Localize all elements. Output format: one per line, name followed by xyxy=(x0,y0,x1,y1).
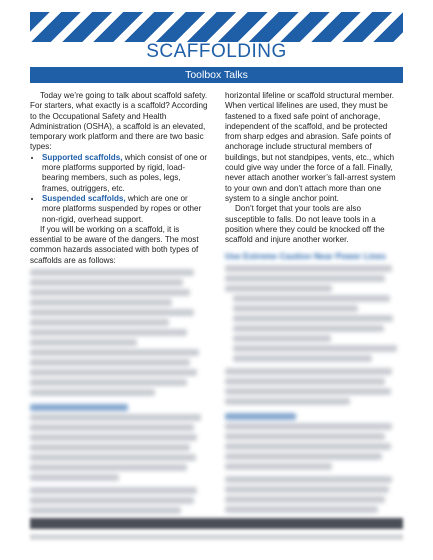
footnote-line xyxy=(30,534,403,540)
page-title: SCAFFOLDING xyxy=(146,41,287,62)
scaffold-types-list xyxy=(30,153,208,225)
list-item xyxy=(42,194,208,225)
right-column xyxy=(225,91,403,516)
list-item xyxy=(42,153,208,194)
hazards-intro-paragraph: If you will be working on a scaffold, it is essential to be aware of the dangers. The most common hazards associated with both types of scaffolds are as follows: xyxy=(30,224,199,265)
blurred-text-block xyxy=(225,265,403,513)
left-column xyxy=(30,91,208,517)
page-subtitle: Toolbox Talks xyxy=(185,69,248,81)
header-stripe-bar xyxy=(30,12,403,42)
list-item-term: Suspended scaffolds, xyxy=(42,193,126,203)
intro-paragraph: Today we’re going to talk about scaffold safety. For starters, what exactly is a scaffold? According to the Occupational Safety and Health Administration (OSHA), a scaffold is an elevated, temporary work platform and there are two basic types: xyxy=(30,91,208,152)
lifeline-paragraph: horizontal lifeline or scaffold structural member. When vertical lifelines are used, they must be fastened to a fixed safe point of anchorage, independent of the scaffold, and be protected from sharp edges and abrasion. Safe points of anchorage include structural members of buildings, but not standpipes, vents, etc., which could give way under the force of a fall. Finally, never attach another worker’s fall-arrest system to your own and don’t attach more than one system to a single anchor point. xyxy=(225,91,396,203)
blurred-text-block xyxy=(30,269,208,514)
footer-bar xyxy=(30,518,403,529)
list-item-text: which are one or more platforms suspended by ropes or other non-rigid, overhead support. xyxy=(42,193,202,224)
list-item-text: which consist of one or more platforms supported by rigid, load-bearing members, such as poles, legs, frames, outriggers, etc. xyxy=(42,152,208,193)
page-subtitle-band xyxy=(30,67,403,83)
tools-paragraph: Don’t forget that your tools are also susceptible to falls. Do not leave tools in a position where they could be knocked off the scaffold and injure another worker. xyxy=(225,204,385,245)
list-item-term: Supported scaffolds, xyxy=(42,152,123,162)
power-lines-heading: Use Extreme Caution Near Power Lines xyxy=(225,251,386,262)
